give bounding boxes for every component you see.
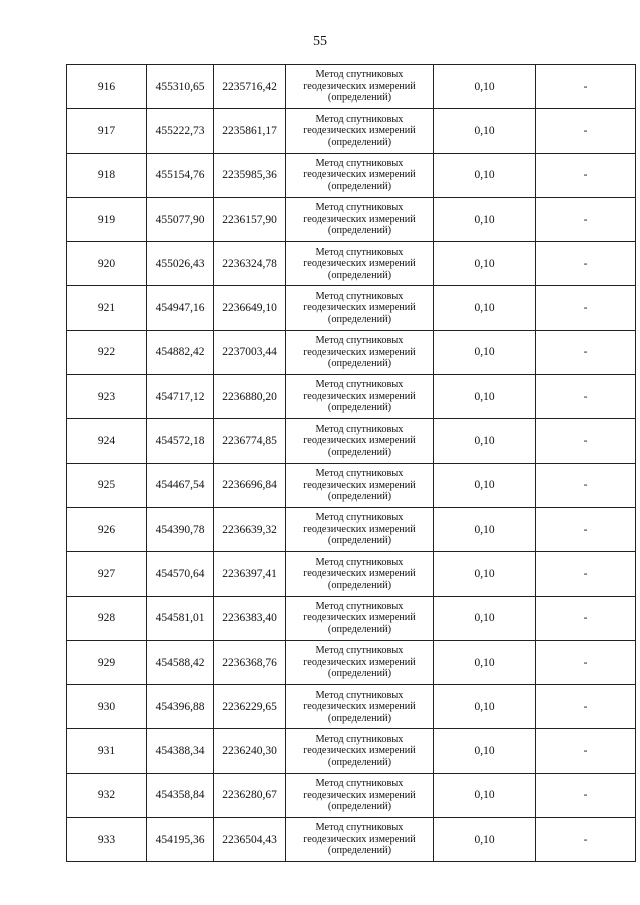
method-line: геодезических измерений [303,701,416,713]
method-line: Метод спутниковых [315,733,404,745]
method-line: (определений) [327,92,392,104]
note-cell: - [536,596,636,640]
method-cell [286,552,434,596]
note-cell: - [536,153,636,197]
point-number-cell: 917 [67,109,147,153]
method-cell [286,330,434,374]
point-number-cell: 918 [67,153,147,197]
page-number: 55 [313,34,327,49]
x-coordinate-cell: 455026,43 [147,242,214,286]
method-line: (определений) [327,712,392,724]
method-line: Метод спутниковых [315,556,404,568]
method-cell [286,729,434,773]
x-coordinate-cell: 454947,16 [147,286,214,330]
method-line: (определений) [327,579,392,591]
method-line: геодезических измерений [303,80,416,92]
method-cell [286,242,434,286]
y-coordinate-cell: 2236280,67 [214,773,286,817]
note-cell: - [536,818,636,862]
table-row [67,729,636,773]
accuracy-cell: 0,10 [434,773,536,817]
method-line: (определений) [327,313,392,325]
method-line: Метод спутниковых [315,113,404,125]
y-coordinate-cell: 2236649,10 [214,286,286,330]
accuracy-cell: 0,10 [434,286,536,330]
method-line: Метод спутниковых [315,689,404,701]
note-cell: - [536,109,636,153]
note-cell: - [536,65,636,109]
y-coordinate-cell: 2236774,85 [214,419,286,463]
x-coordinate-cell: 454572,18 [147,419,214,463]
method-line: геодезических измерений [303,302,416,314]
accuracy-cell: 0,10 [434,507,536,551]
accuracy-cell: 0,10 [434,65,536,109]
coordinates-table [66,64,636,862]
y-coordinate-cell: 2236880,20 [214,375,286,419]
accuracy-cell: 0,10 [434,330,536,374]
x-coordinate-cell: 454390,78 [147,507,214,551]
method-line: Метод спутниковых [315,69,404,81]
note-cell: - [536,197,636,241]
method-line: геодезических измерений [303,745,416,757]
x-coordinate-cell: 454388,34 [147,729,214,773]
accuracy-cell: 0,10 [434,242,536,286]
table-row [67,685,636,729]
y-coordinate-cell: 2236229,65 [214,685,286,729]
method-cell [286,818,434,862]
x-coordinate-cell: 455310,65 [147,65,214,109]
method-line: геодезических измерений [303,833,416,845]
x-coordinate-cell: 454195,36 [147,818,214,862]
method-line: (определений) [327,491,392,503]
y-coordinate-cell: 2236324,78 [214,242,286,286]
method-line: Метод спутниковых [315,157,404,169]
x-coordinate-cell: 454570,64 [147,552,214,596]
point-number-cell: 924 [67,419,147,463]
method-line: геодезических измерений [303,213,416,225]
method-line: геодезических измерений [303,258,416,270]
method-line: геодезических измерений [303,169,416,181]
method-line: (определений) [327,180,392,192]
accuracy-cell: 0,10 [434,109,536,153]
table-row [67,153,636,197]
method-line: геодезических измерений [303,390,416,402]
method-line: геодезических измерений [303,125,416,137]
method-line: (определений) [327,402,392,414]
method-line: Метод спутниковых [315,246,404,258]
table-row [67,640,636,684]
method-line: Метод спутниковых [315,600,404,612]
note-cell: - [536,242,636,286]
point-number-cell: 930 [67,685,147,729]
method-line: геодезических измерений [303,523,416,535]
y-coordinate-cell: 2237003,44 [214,330,286,374]
x-coordinate-cell: 454467,54 [147,463,214,507]
method-line: геодезических измерений [303,789,416,801]
x-coordinate-cell: 454581,01 [147,596,214,640]
method-line: Метод спутниковых [315,290,404,302]
note-cell: - [536,286,636,330]
table-row [67,552,636,596]
accuracy-cell: 0,10 [434,685,536,729]
point-number-cell: 926 [67,507,147,551]
method-line: Метод спутниковых [315,335,404,347]
x-coordinate-cell: 454396,88 [147,685,214,729]
y-coordinate-cell: 2236504,43 [214,818,286,862]
accuracy-cell: 0,10 [434,640,536,684]
table-row [67,818,636,862]
point-number-cell: 916 [67,65,147,109]
method-line: (определений) [327,845,392,857]
table-row [67,419,636,463]
accuracy-cell: 0,10 [434,463,536,507]
point-number-cell: 932 [67,773,147,817]
y-coordinate-cell: 2236383,40 [214,596,286,640]
point-number-cell: 933 [67,818,147,862]
method-cell [286,773,434,817]
table-row [67,109,636,153]
method-line: Метод спутниковых [315,512,404,524]
y-coordinate-cell: 2236157,90 [214,197,286,241]
point-number-cell: 925 [67,463,147,507]
x-coordinate-cell: 454882,42 [147,330,214,374]
point-number-cell: 928 [67,596,147,640]
method-cell [286,65,434,109]
method-line: Метод спутниковых [315,202,404,214]
y-coordinate-cell: 2236639,32 [214,507,286,551]
method-line: Метод спутниковых [315,423,404,435]
note-cell: - [536,773,636,817]
method-line: Метод спутниковых [315,778,404,790]
method-line: Метод спутниковых [315,822,404,834]
accuracy-cell: 0,10 [434,552,536,596]
method-line: геодезических измерений [303,346,416,358]
point-number-cell: 922 [67,330,147,374]
x-coordinate-cell: 455077,90 [147,197,214,241]
y-coordinate-cell: 2236397,41 [214,552,286,596]
method-cell [286,286,434,330]
method-line: (определений) [327,801,392,813]
method-line: (определений) [327,535,392,547]
table-row [67,197,636,241]
table-row [67,242,636,286]
accuracy-cell: 0,10 [434,596,536,640]
method-cell [286,596,434,640]
table-row [67,773,636,817]
method-cell [286,685,434,729]
note-cell: - [536,419,636,463]
method-cell [286,375,434,419]
accuracy-cell: 0,10 [434,375,536,419]
note-cell: - [536,375,636,419]
x-coordinate-cell: 454358,84 [147,773,214,817]
point-number-cell: 920 [67,242,147,286]
x-coordinate-cell: 454717,12 [147,375,214,419]
accuracy-cell: 0,10 [434,729,536,773]
method-cell [286,507,434,551]
method-line: (определений) [327,269,392,281]
method-cell [286,640,434,684]
note-cell: - [536,640,636,684]
accuracy-cell: 0,10 [434,153,536,197]
point-number-cell: 921 [67,286,147,330]
table-row [67,65,636,109]
method-line: (определений) [327,623,392,635]
point-number-cell: 919 [67,197,147,241]
method-line: (определений) [327,756,392,768]
method-line: (определений) [327,446,392,458]
y-coordinate-cell: 2235716,42 [214,65,286,109]
method-line: Метод спутниковых [315,379,404,391]
note-cell: - [536,685,636,729]
note-cell: - [536,507,636,551]
method-cell [286,153,434,197]
y-coordinate-cell: 2236368,76 [214,640,286,684]
y-coordinate-cell: 2235861,17 [214,109,286,153]
point-number-cell: 923 [67,375,147,419]
note-cell: - [536,330,636,374]
x-coordinate-cell: 454588,42 [147,640,214,684]
accuracy-cell: 0,10 [434,818,536,862]
y-coordinate-cell: 2236696,84 [214,463,286,507]
method-line: (определений) [327,668,392,680]
method-line: (определений) [327,136,392,148]
point-number-cell: 931 [67,729,147,773]
accuracy-cell: 0,10 [434,197,536,241]
note-cell: - [536,463,636,507]
table-row [67,375,636,419]
note-cell: - [536,552,636,596]
method-cell [286,419,434,463]
table-row [67,596,636,640]
method-cell [286,109,434,153]
method-line: Метод спутниковых [315,468,404,480]
y-coordinate-cell: 2235985,36 [214,153,286,197]
note-cell: - [536,729,636,773]
table-row [67,463,636,507]
method-line: (определений) [327,358,392,370]
point-number-cell: 929 [67,640,147,684]
table-row [67,286,636,330]
x-coordinate-cell: 455222,73 [147,109,214,153]
method-line: геодезических измерений [303,568,416,580]
method-line: (определений) [327,225,392,237]
method-cell [286,463,434,507]
method-line: геодезических измерений [303,479,416,491]
y-coordinate-cell: 2236240,30 [214,729,286,773]
method-line: геодезических измерений [303,612,416,624]
table-body [67,65,636,862]
method-line: геодезических измерений [303,435,416,447]
x-coordinate-cell: 455154,76 [147,153,214,197]
accuracy-cell: 0,10 [434,419,536,463]
method-cell [286,197,434,241]
method-line: геодезических измерений [303,656,416,668]
table-row [67,330,636,374]
table-row [67,507,636,551]
method-line: Метод спутниковых [315,645,404,657]
point-number-cell: 927 [67,552,147,596]
